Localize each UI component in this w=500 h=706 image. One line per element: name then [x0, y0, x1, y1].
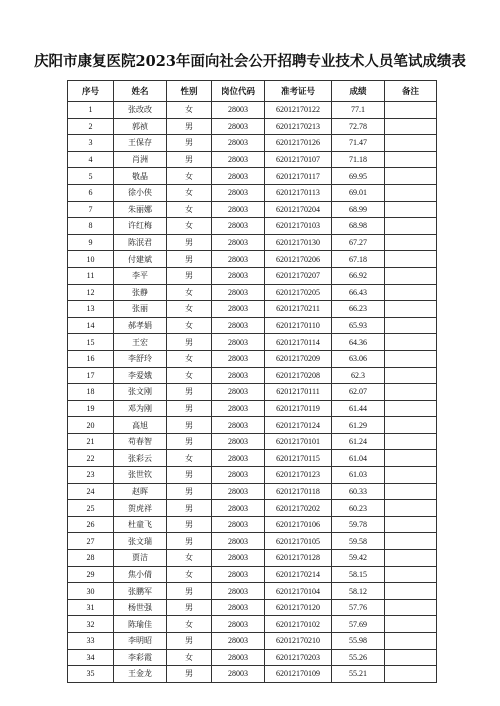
- cell-post-code: 28003: [212, 666, 265, 683]
- cell-remarks: [385, 417, 437, 434]
- cell-post-code: 28003: [212, 467, 265, 484]
- cell-remarks: [385, 433, 437, 450]
- cell-name: 贺虎祥: [114, 500, 167, 517]
- cell-name: 焦小倩: [114, 566, 167, 583]
- cell-name: 许红梅: [114, 218, 167, 235]
- cell-score: 67.18: [332, 251, 385, 268]
- table-row: [68, 218, 437, 235]
- cell-exam-id: 62012170114: [265, 334, 332, 351]
- cell-post-code: 28003: [212, 599, 265, 616]
- cell-name: 张彩云: [114, 450, 167, 467]
- cell-gender: 女: [167, 102, 212, 119]
- table-row: [68, 400, 437, 417]
- cell-post-code: 28003: [212, 533, 265, 550]
- cell-remarks: [385, 184, 437, 201]
- cell-exam-id: 62012170111: [265, 384, 332, 401]
- cell-score: 66.92: [332, 267, 385, 284]
- cell-seq: 30: [68, 583, 114, 600]
- cell-gender: 男: [167, 334, 212, 351]
- cell-name: 苟春智: [114, 433, 167, 450]
- cell-gender: 男: [167, 118, 212, 135]
- table-row: [68, 633, 437, 650]
- cell-post-code: 28003: [212, 550, 265, 567]
- table-row: [68, 450, 437, 467]
- cell-exam-id: 62012170102: [265, 616, 332, 633]
- table-row: [68, 184, 437, 201]
- cell-score: 71.18: [332, 151, 385, 168]
- cell-score: 60.33: [332, 483, 385, 500]
- cell-seq: 26: [68, 516, 114, 533]
- cell-score: 71.47: [332, 135, 385, 152]
- cell-gender: 女: [167, 201, 212, 218]
- cell-score: 60.23: [332, 500, 385, 517]
- cell-gender: 女: [167, 301, 212, 318]
- cell-seq: 9: [68, 234, 114, 251]
- cell-score: 55.21: [332, 666, 385, 683]
- cell-seq: 3: [68, 135, 114, 152]
- cell-seq: 27: [68, 533, 114, 550]
- table-row: [68, 649, 437, 666]
- table-row: [68, 483, 437, 500]
- cell-exam-id: 62012170113: [265, 184, 332, 201]
- cell-exam-id: 62012170103: [265, 218, 332, 235]
- cell-name: 朱丽娜: [114, 201, 167, 218]
- cell-post-code: 28003: [212, 151, 265, 168]
- cell-seq: 33: [68, 633, 114, 650]
- cell-seq: 20: [68, 417, 114, 434]
- cell-exam-id: 62012170110: [265, 317, 332, 334]
- table-row: [68, 151, 437, 168]
- cell-post-code: 28003: [212, 616, 265, 633]
- cell-name: 陈瑜佳: [114, 616, 167, 633]
- cell-gender: 男: [167, 583, 212, 600]
- cell-name: 高旭: [114, 417, 167, 434]
- table-row: [68, 599, 437, 616]
- cell-score: 61.44: [332, 400, 385, 417]
- cell-post-code: 28003: [212, 267, 265, 284]
- cell-remarks: [385, 151, 437, 168]
- cell-name: 张文刚: [114, 384, 167, 401]
- cell-score: 63.06: [332, 350, 385, 367]
- cell-name: 赵晖: [114, 483, 167, 500]
- cell-gender: 女: [167, 616, 212, 633]
- cell-seq: 22: [68, 450, 114, 467]
- cell-gender: 女: [167, 550, 212, 567]
- cell-name: 张改改: [114, 102, 167, 119]
- cell-seq: 35: [68, 666, 114, 683]
- cell-exam-id: 62012170206: [265, 251, 332, 268]
- cell-gender: 女: [167, 367, 212, 384]
- table-row: [68, 284, 437, 301]
- cell-post-code: 28003: [212, 400, 265, 417]
- cell-name: 张文瑞: [114, 533, 167, 550]
- header-post-code: 岗位代码: [212, 81, 265, 102]
- cell-gender: 男: [167, 599, 212, 616]
- cell-exam-id: 62012170105: [265, 533, 332, 550]
- table-header: [68, 81, 437, 102]
- cell-name: 张静: [114, 284, 167, 301]
- table-row: [68, 616, 437, 633]
- cell-gender: 男: [167, 433, 212, 450]
- cell-gender: 男: [167, 633, 212, 650]
- cell-exam-id: 62012170211: [265, 301, 332, 318]
- table-row: [68, 384, 437, 401]
- cell-gender: 男: [167, 666, 212, 683]
- cell-post-code: 28003: [212, 135, 265, 152]
- cell-exam-id: 62012170207: [265, 267, 332, 284]
- cell-post-code: 28003: [212, 367, 265, 384]
- cell-name: 徐小侠: [114, 184, 167, 201]
- cell-exam-id: 62012170118: [265, 483, 332, 500]
- cell-gender: 男: [167, 267, 212, 284]
- cell-exam-id: 62012170104: [265, 583, 332, 600]
- cell-name: 付建斌: [114, 251, 167, 268]
- cell-seq: 6: [68, 184, 114, 201]
- cell-score: 67.27: [332, 234, 385, 251]
- cell-name: 郭祯: [114, 118, 167, 135]
- cell-score: 64.36: [332, 334, 385, 351]
- cell-exam-id: 62012170128: [265, 550, 332, 567]
- cell-name: 王金龙: [114, 666, 167, 683]
- cell-seq: 8: [68, 218, 114, 235]
- table-row: [68, 533, 437, 550]
- cell-gender: 男: [167, 483, 212, 500]
- cell-score: 61.04: [332, 450, 385, 467]
- cell-seq: 10: [68, 251, 114, 268]
- cell-seq: 16: [68, 350, 114, 367]
- cell-exam-id: 62012170205: [265, 284, 332, 301]
- cell-remarks: [385, 500, 437, 517]
- header-score: 成绩: [332, 81, 385, 102]
- cell-seq: 1: [68, 102, 114, 119]
- cell-seq: 34: [68, 649, 114, 666]
- cell-remarks: [385, 566, 437, 583]
- cell-remarks: [385, 317, 437, 334]
- cell-gender: 女: [167, 218, 212, 235]
- cell-score: 65.93: [332, 317, 385, 334]
- cell-name: 郝孝娟: [114, 317, 167, 334]
- table-row: [68, 516, 437, 533]
- header-seq: 序号: [68, 81, 114, 102]
- cell-gender: 男: [167, 384, 212, 401]
- cell-seq: 32: [68, 616, 114, 633]
- cell-score: 59.78: [332, 516, 385, 533]
- cell-exam-id: 62012170106: [265, 516, 332, 533]
- cell-remarks: [385, 616, 437, 633]
- table-row: [68, 234, 437, 251]
- cell-exam-id: 62012170210: [265, 633, 332, 650]
- cell-score: 57.69: [332, 616, 385, 633]
- cell-post-code: 28003: [212, 317, 265, 334]
- cell-score: 58.15: [332, 566, 385, 583]
- cell-exam-id: 62012170203: [265, 649, 332, 666]
- cell-name: 杨世强: [114, 599, 167, 616]
- cell-exam-id: 62012170124: [265, 417, 332, 434]
- cell-name: 张丽: [114, 301, 167, 318]
- cell-name: 王宏: [114, 334, 167, 351]
- cell-remarks: [385, 284, 437, 301]
- cell-post-code: 28003: [212, 168, 265, 185]
- cell-gender: 女: [167, 450, 212, 467]
- cell-seq: 7: [68, 201, 114, 218]
- cell-remarks: [385, 367, 437, 384]
- cell-remarks: [385, 102, 437, 119]
- cell-remarks: [385, 450, 437, 467]
- cell-score: 59.58: [332, 533, 385, 550]
- cell-gender: 女: [167, 317, 212, 334]
- table-row: [68, 201, 437, 218]
- cell-remarks: [385, 599, 437, 616]
- cell-seq: 14: [68, 317, 114, 334]
- cell-seq: 2: [68, 118, 114, 135]
- cell-gender: 男: [167, 467, 212, 484]
- cell-remarks: [385, 234, 437, 251]
- table-row: [68, 583, 437, 600]
- cell-remarks: [385, 400, 437, 417]
- cell-gender: 男: [167, 234, 212, 251]
- cell-name: 李彩霞: [114, 649, 167, 666]
- table-row: [68, 334, 437, 351]
- cell-remarks: [385, 633, 437, 650]
- cell-seq: 31: [68, 599, 114, 616]
- cell-exam-id: 62012170202: [265, 500, 332, 517]
- header-gender: 性别: [167, 81, 212, 102]
- cell-remarks: [385, 649, 437, 666]
- cell-post-code: 28003: [212, 516, 265, 533]
- cell-exam-id: 62012170123: [265, 467, 332, 484]
- cell-seq: 25: [68, 500, 114, 517]
- cell-score: 61.03: [332, 467, 385, 484]
- cell-score: 66.23: [332, 301, 385, 318]
- cell-exam-id: 62012170213: [265, 118, 332, 135]
- table-row: [68, 168, 437, 185]
- table-row: [68, 666, 437, 683]
- cell-exam-id: 62012170109: [265, 666, 332, 683]
- cell-remarks: [385, 350, 437, 367]
- cell-post-code: 28003: [212, 633, 265, 650]
- cell-remarks: [385, 384, 437, 401]
- page-title: 庆阳市康复医院2023年面向社会公开招聘专业技术人员笔试成绩表: [34, 53, 466, 70]
- cell-post-code: 28003: [212, 433, 265, 450]
- cell-remarks: [385, 168, 437, 185]
- cell-gender: 男: [167, 135, 212, 152]
- cell-remarks: [385, 267, 437, 284]
- cell-exam-id: 62012170122: [265, 102, 332, 119]
- cell-score: 58.12: [332, 583, 385, 600]
- table-row: [68, 317, 437, 334]
- cell-exam-id: 62012170120: [265, 599, 332, 616]
- cell-name: 张世钦: [114, 467, 167, 484]
- cell-exam-id: 62012170107: [265, 151, 332, 168]
- cell-post-code: 28003: [212, 118, 265, 135]
- cell-remarks: [385, 533, 437, 550]
- cell-gender: 男: [167, 400, 212, 417]
- cell-seq: 24: [68, 483, 114, 500]
- cell-gender: 女: [167, 284, 212, 301]
- cell-seq: 19: [68, 400, 114, 417]
- cell-name: 李平: [114, 267, 167, 284]
- table-row: [68, 350, 437, 367]
- cell-seq: 5: [68, 168, 114, 185]
- table-body: [68, 102, 437, 683]
- table-row: [68, 417, 437, 434]
- cell-post-code: 28003: [212, 483, 265, 500]
- cell-remarks: [385, 301, 437, 318]
- cell-post-code: 28003: [212, 566, 265, 583]
- cell-gender: 男: [167, 151, 212, 168]
- cell-post-code: 28003: [212, 251, 265, 268]
- cell-post-code: 28003: [212, 234, 265, 251]
- cell-remarks: [385, 218, 437, 235]
- cell-name: 贾洁: [114, 550, 167, 567]
- cell-gender: 男: [167, 500, 212, 517]
- cell-post-code: 28003: [212, 583, 265, 600]
- cell-score: 55.98: [332, 633, 385, 650]
- cell-post-code: 28003: [212, 201, 265, 218]
- cell-remarks: [385, 201, 437, 218]
- cell-seq: 23: [68, 467, 114, 484]
- cell-post-code: 28003: [212, 384, 265, 401]
- cell-post-code: 28003: [212, 284, 265, 301]
- cell-post-code: 28003: [212, 334, 265, 351]
- cell-remarks: [385, 483, 437, 500]
- cell-name: 邓为刚: [114, 400, 167, 417]
- cell-seq: 21: [68, 433, 114, 450]
- cell-name: 肖洲: [114, 151, 167, 168]
- cell-name: 李舒玲: [114, 350, 167, 367]
- cell-post-code: 28003: [212, 218, 265, 235]
- cell-gender: 男: [167, 516, 212, 533]
- table-row: [68, 118, 437, 135]
- cell-post-code: 28003: [212, 500, 265, 517]
- cell-exam-id: 62012170115: [265, 450, 332, 467]
- cell-seq: 12: [68, 284, 114, 301]
- cell-seq: 4: [68, 151, 114, 168]
- cell-name: 杜童飞: [114, 516, 167, 533]
- cell-remarks: [385, 583, 437, 600]
- cell-seq: 18: [68, 384, 114, 401]
- cell-gender: 女: [167, 350, 212, 367]
- table-row: [68, 550, 437, 567]
- header-remarks: 备注: [385, 81, 437, 102]
- cell-remarks: [385, 135, 437, 152]
- cell-seq: 17: [68, 367, 114, 384]
- table-row: [68, 367, 437, 384]
- cell-score: 62.07: [332, 384, 385, 401]
- cell-post-code: 28003: [212, 417, 265, 434]
- score-table: [67, 80, 437, 683]
- cell-remarks: [385, 550, 437, 567]
- cell-remarks: [385, 516, 437, 533]
- cell-exam-id: 62012170101: [265, 433, 332, 450]
- table-row: [68, 251, 437, 268]
- cell-score: 61.29: [332, 417, 385, 434]
- table-row: [68, 135, 437, 152]
- cell-exam-id: 62012170208: [265, 367, 332, 384]
- cell-post-code: 28003: [212, 301, 265, 318]
- cell-score: 62.3: [332, 367, 385, 384]
- header-name: 姓名: [114, 81, 167, 102]
- cell-score: 57.76: [332, 599, 385, 616]
- cell-score: 68.98: [332, 218, 385, 235]
- cell-exam-id: 62012170119: [265, 400, 332, 417]
- table-row: [68, 102, 437, 119]
- cell-gender: 女: [167, 184, 212, 201]
- table-row: [68, 433, 437, 450]
- table-row: [68, 301, 437, 318]
- cell-score: 66.43: [332, 284, 385, 301]
- cell-seq: 11: [68, 267, 114, 284]
- cell-gender: 男: [167, 417, 212, 434]
- cell-exam-id: 62012170126: [265, 135, 332, 152]
- cell-seq: 29: [68, 566, 114, 583]
- cell-post-code: 28003: [212, 102, 265, 119]
- cell-name: 敬晶: [114, 168, 167, 185]
- cell-name: 李爱娥: [114, 367, 167, 384]
- cell-score: 68.99: [332, 201, 385, 218]
- cell-seq: 15: [68, 334, 114, 351]
- header-exam-id: 准考证号: [265, 81, 332, 102]
- cell-remarks: [385, 251, 437, 268]
- cell-gender: 女: [167, 168, 212, 185]
- cell-score: 69.01: [332, 184, 385, 201]
- cell-exam-id: 62012170204: [265, 201, 332, 218]
- cell-score: 59.42: [332, 550, 385, 567]
- cell-score: 55.26: [332, 649, 385, 666]
- cell-post-code: 28003: [212, 649, 265, 666]
- cell-post-code: 28003: [212, 184, 265, 201]
- cell-gender: 男: [167, 251, 212, 268]
- cell-gender: 男: [167, 533, 212, 550]
- cell-exam-id: 62012170209: [265, 350, 332, 367]
- cell-post-code: 28003: [212, 450, 265, 467]
- cell-remarks: [385, 334, 437, 351]
- table-row: [68, 566, 437, 583]
- cell-seq: 28: [68, 550, 114, 567]
- table-row: [68, 467, 437, 484]
- table-row: [68, 267, 437, 284]
- cell-remarks: [385, 666, 437, 683]
- cell-gender: 女: [167, 566, 212, 583]
- cell-score: 77.1: [332, 102, 385, 119]
- cell-remarks: [385, 467, 437, 484]
- cell-score: 61.24: [332, 433, 385, 450]
- cell-post-code: 28003: [212, 350, 265, 367]
- cell-exam-id: 62012170130: [265, 234, 332, 251]
- header-row: [68, 81, 437, 102]
- cell-score: 69.95: [332, 168, 385, 185]
- table-row: [68, 500, 437, 517]
- cell-name: 陈泯君: [114, 234, 167, 251]
- cell-exam-id: 62012170214: [265, 566, 332, 583]
- cell-score: 72.78: [332, 118, 385, 135]
- cell-gender: 女: [167, 649, 212, 666]
- cell-name: 李明昭: [114, 633, 167, 650]
- cell-seq: 13: [68, 301, 114, 318]
- cell-exam-id: 62012170117: [265, 168, 332, 185]
- cell-name: 王保存: [114, 135, 167, 152]
- cell-name: 张鹏军: [114, 583, 167, 600]
- cell-remarks: [385, 118, 437, 135]
